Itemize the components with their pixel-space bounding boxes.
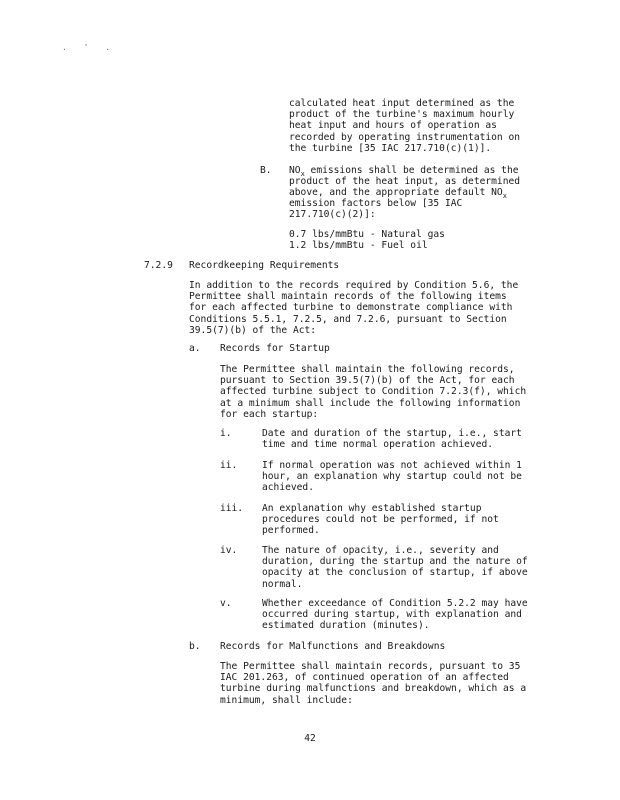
item-b-line1-rest: emissions shall be determined as the [304,165,519,176]
nox-text: NO [289,165,301,176]
subitem-text: An explanation why established startup procedures could not be performed, if not performed. [262,503,499,537]
subitem-num: v. [220,598,232,609]
item-a-label: a. [189,343,201,354]
subitem-num: ii. [220,460,238,471]
item-a-title: Records for Startup [220,343,330,354]
section-intro: In addition to the records required by Condition 5.6, the Permittee shall maintain records of the following items for each affected turbine to demonstrate compliance with Conditions 5.5.1, 7.2.5, and 7.2.6, pursuant to Section 39.5(7)(b) of the Act: [189,280,519,336]
subitem-text: The nature of opacity, i.e., severity and duration, during the startup and the nature of opacity at the conclusion of startup, if above normal. [262,545,528,590]
subitem-num: i. [220,428,232,439]
subitem-num: iv. [220,545,238,556]
nox-subscript: x [300,169,305,178]
subitem-text: If normal operation was not achieved within 1 hour, an explanation why startup could not be achieved. [262,460,522,494]
section-number: 7.2.9 [144,260,173,271]
subitem-num: iii. [220,503,244,514]
item-b-line3-text: above, and the appropriate default NO [289,187,503,198]
item-b-sec-label: b. [189,641,201,652]
item-b-sec-body: The Permittee shall maintain records, pursuant to 35 IAC 201.263, of continued operation of an affected turbine during malfunctions and breakdown, which as a minimum, shall include: [220,661,527,706]
item-a-body: The Permittee shall maintain the following records, pursuant to Section 39.5(7)(b) of the Act, for each affected turbine subject to Condition 7.2.3(f), which at a minimum shall include the following information for each startup: [220,364,527,420]
heat-input-continuation: calculated heat input determined as the product of the turbine's maximum hourly heat input and hours of operation as recorded by operating instrumentation on the turbine [35 IAC 217.710(c)(1)]. [289,98,521,154]
emission-factors: 0.7 lbs/mmBtu - Natural gas 1.2 lbs/mmBtu - Fuel oil [289,229,445,252]
item-b-label: B. [260,165,272,176]
section-title: Recordkeeping Requirements [189,260,340,271]
nox-subscript-2: x [502,191,507,200]
item-b-sec-title: Records for Malfunctions and Breakdowns [220,641,446,652]
subitem-text: Whether exceedance of Condition 5.2.2 may have occurred during startup, with explanation and estimated duration (minutes). [262,598,528,632]
subitem-text: Date and duration of the startup, i.e., start time and time normal operation achieved. [262,428,522,451]
page-number: 42 [304,733,316,744]
item-b-rest: emission factors below [35 IAC 217.710(c)(2)]: [289,198,463,221]
scan-specks: . ' . [62,43,117,52]
item-b-line2: product of the heat input, as determined [289,176,521,187]
